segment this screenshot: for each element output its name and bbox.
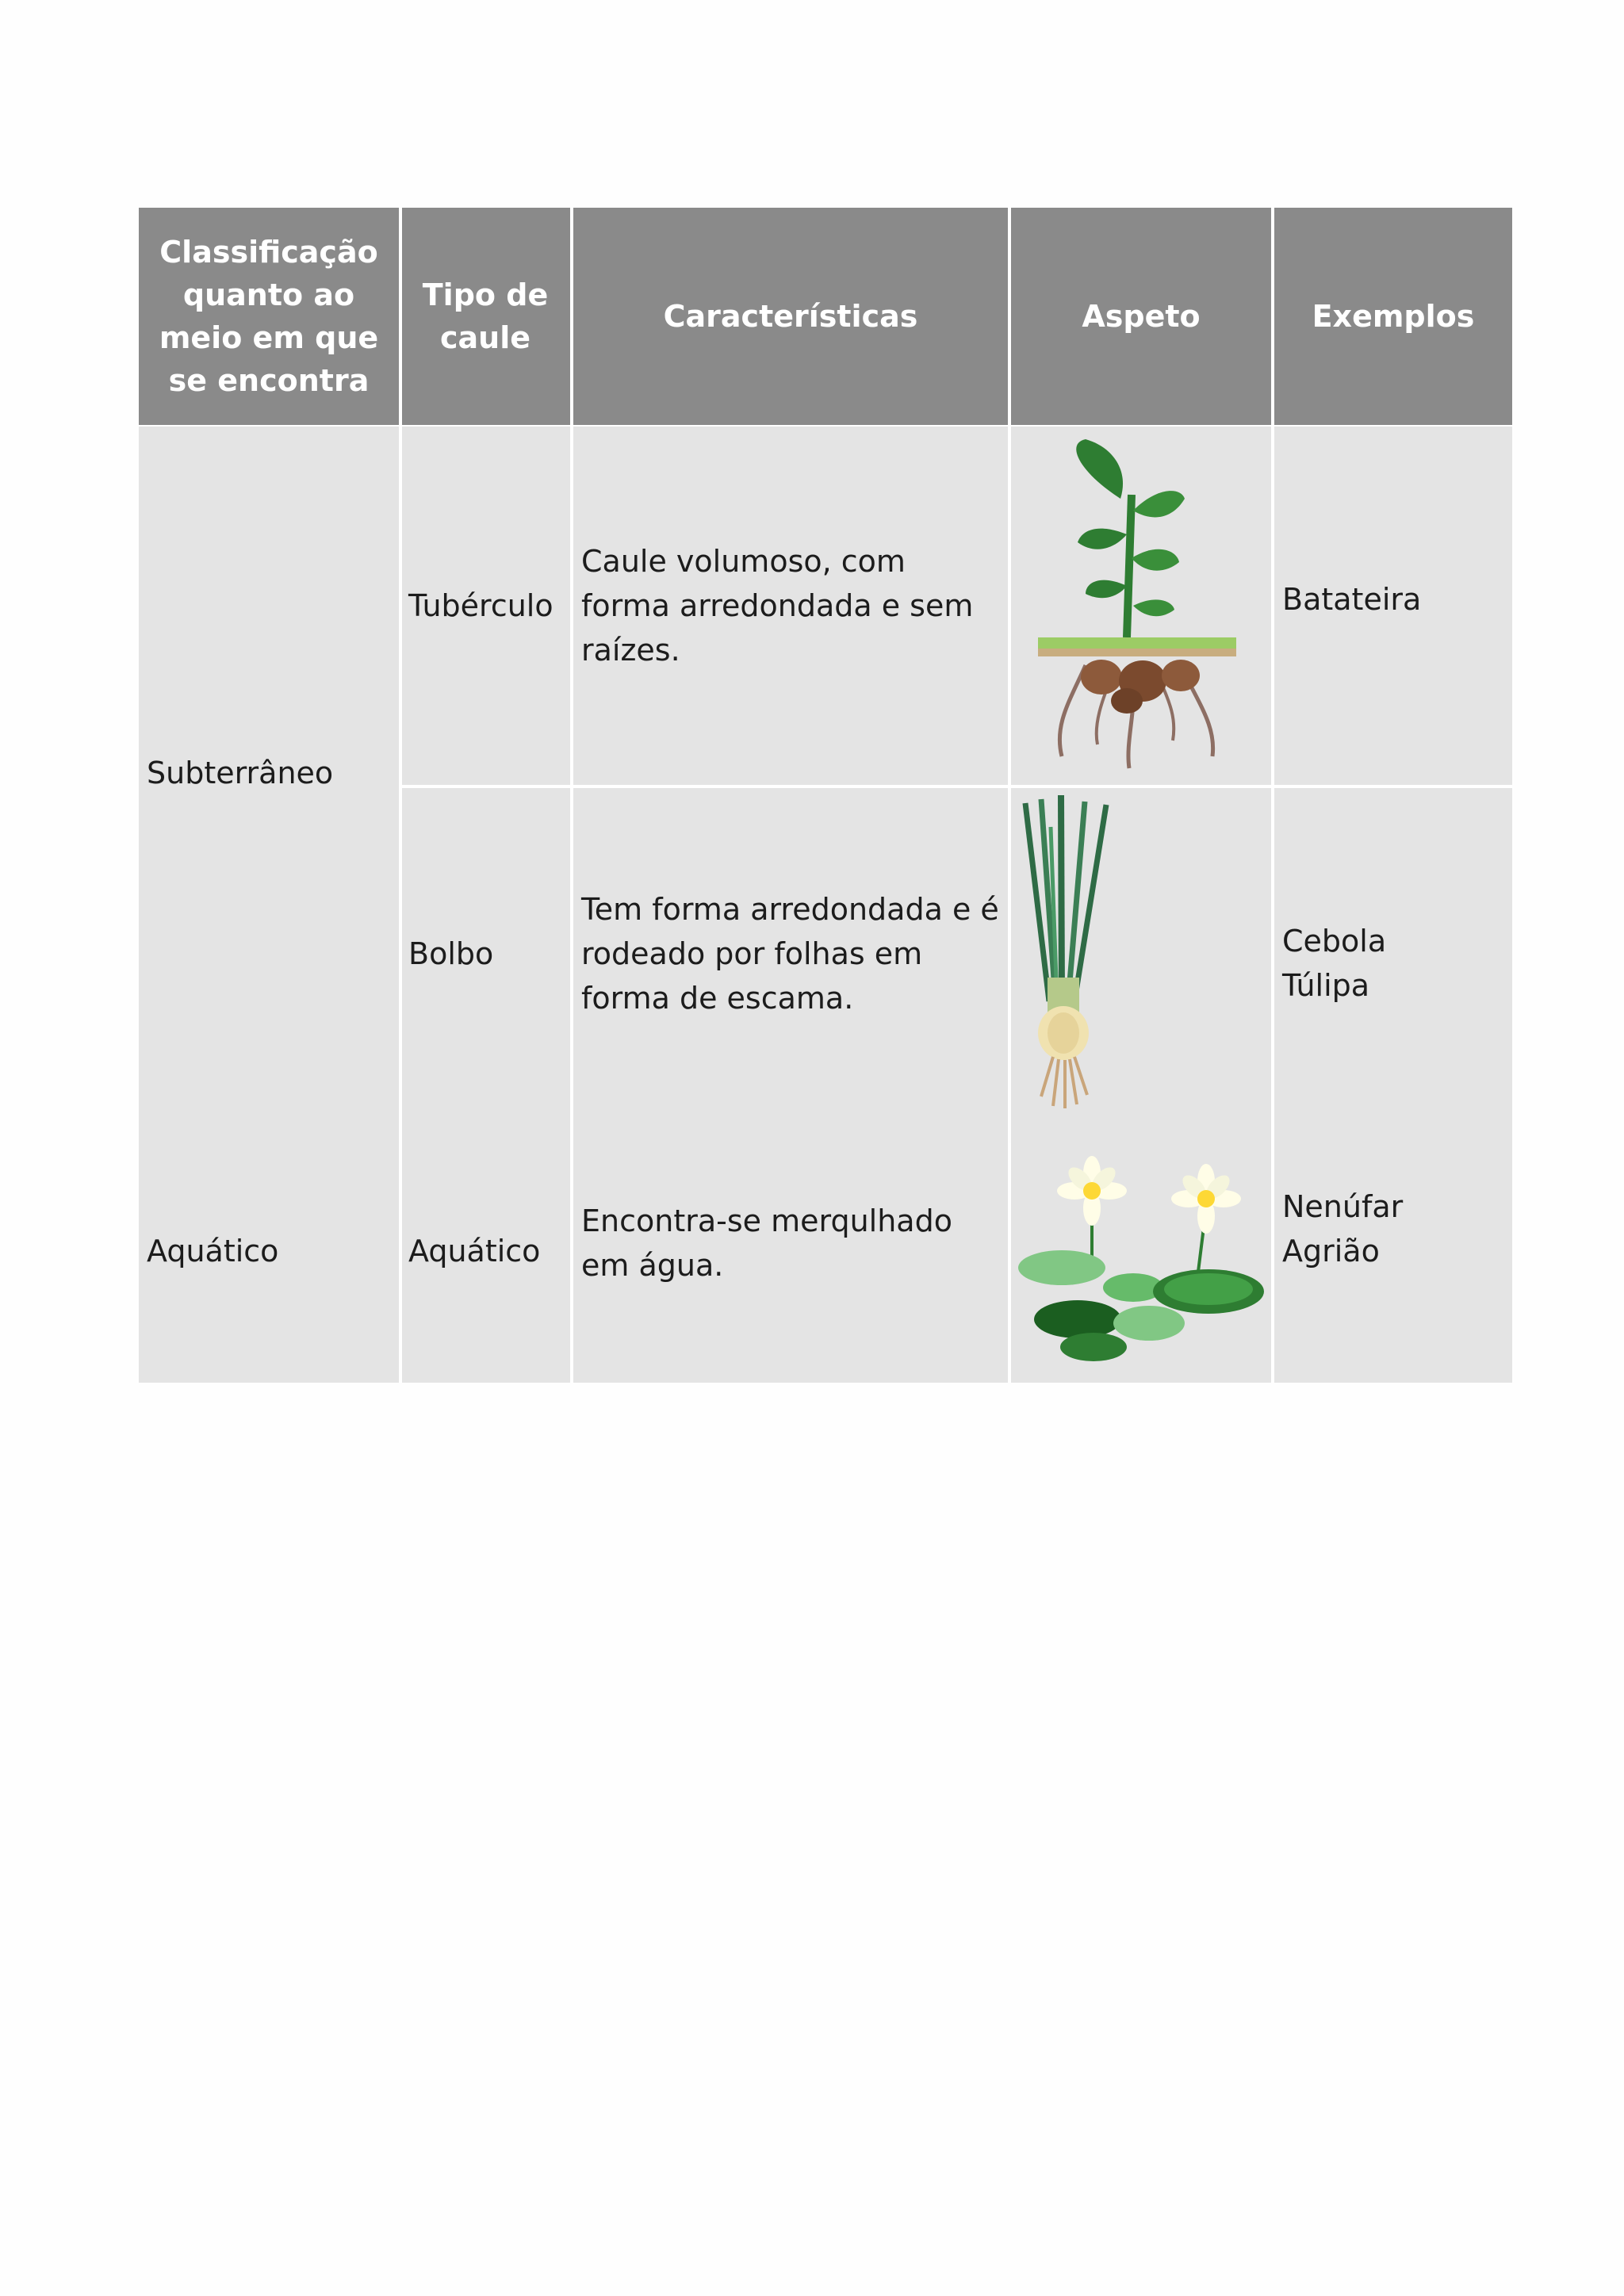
header-classificacao: Classificação quanto ao meio em que se encontra [139,208,399,425]
example-item: Túlipa [1282,968,1370,1003]
stem-classification-table [139,208,1512,1383]
row-bolbo-tipo [400,788,570,1119]
stem-type-label: Tubérculo [408,588,553,623]
potato-plant-icon [1038,439,1244,772]
group-cell-subterraneo [139,427,399,1119]
row-divider [400,785,1512,788]
header-aspeto: Aspeto [1011,208,1271,425]
row-tuberculo-caracteristicas [573,427,1008,785]
group-label: Aquático [147,1234,279,1269]
stem-type-label: Aquático [408,1234,541,1269]
header-tipo-de-caule: Tipo de caule [400,208,570,425]
description-text: Caule volumoso, com forma arredondada e sem raízes. [581,544,974,668]
row-bolbo-caracteristicas [573,788,1008,1119]
column-divider [1271,208,1274,1383]
column-divider [399,208,402,1383]
group-cell-aquatico [139,1119,399,1383]
onion-bulb-icon [1017,795,1120,1112]
row-bolbo-exemplos [1274,788,1512,1119]
stem-type-label: Bolbo [408,936,494,971]
water-lily-icon [1014,1153,1268,1367]
column-divider [570,208,573,1383]
column-divider [1008,228,1011,425]
row-tuberculo-aspeto [1011,427,1271,785]
row-aquatico-caracteristicas [573,1119,1008,1383]
description-text: Encontra-se merqulhado em água. [581,1203,952,1283]
row-tuberculo-tipo [400,427,570,785]
row-bolbo-aspeto [1011,788,1271,1119]
column-divider [1008,1143,1011,1383]
description-text: Tem forma arredondada e é rodeado por folhas em forma de escama. [581,892,999,1016]
example-item: Nenúfar [1282,1189,1404,1224]
example-item: Cebola [1282,924,1387,959]
row-aquatico-exemplos [1274,1119,1512,1383]
row-aquatico-tipo [400,1119,570,1383]
row-tuberculo-exemplos [1274,427,1512,785]
example-item: Batateira [1282,582,1422,617]
header-caracteristicas: Características [573,208,1008,425]
column-divider [1008,427,1011,785]
group-label: Subterrâneo [147,756,334,790]
row-aquatico-aspeto [1011,1119,1271,1383]
header-exemplos: Exemplos [1274,208,1512,425]
example-item: Agrião [1282,1234,1380,1269]
